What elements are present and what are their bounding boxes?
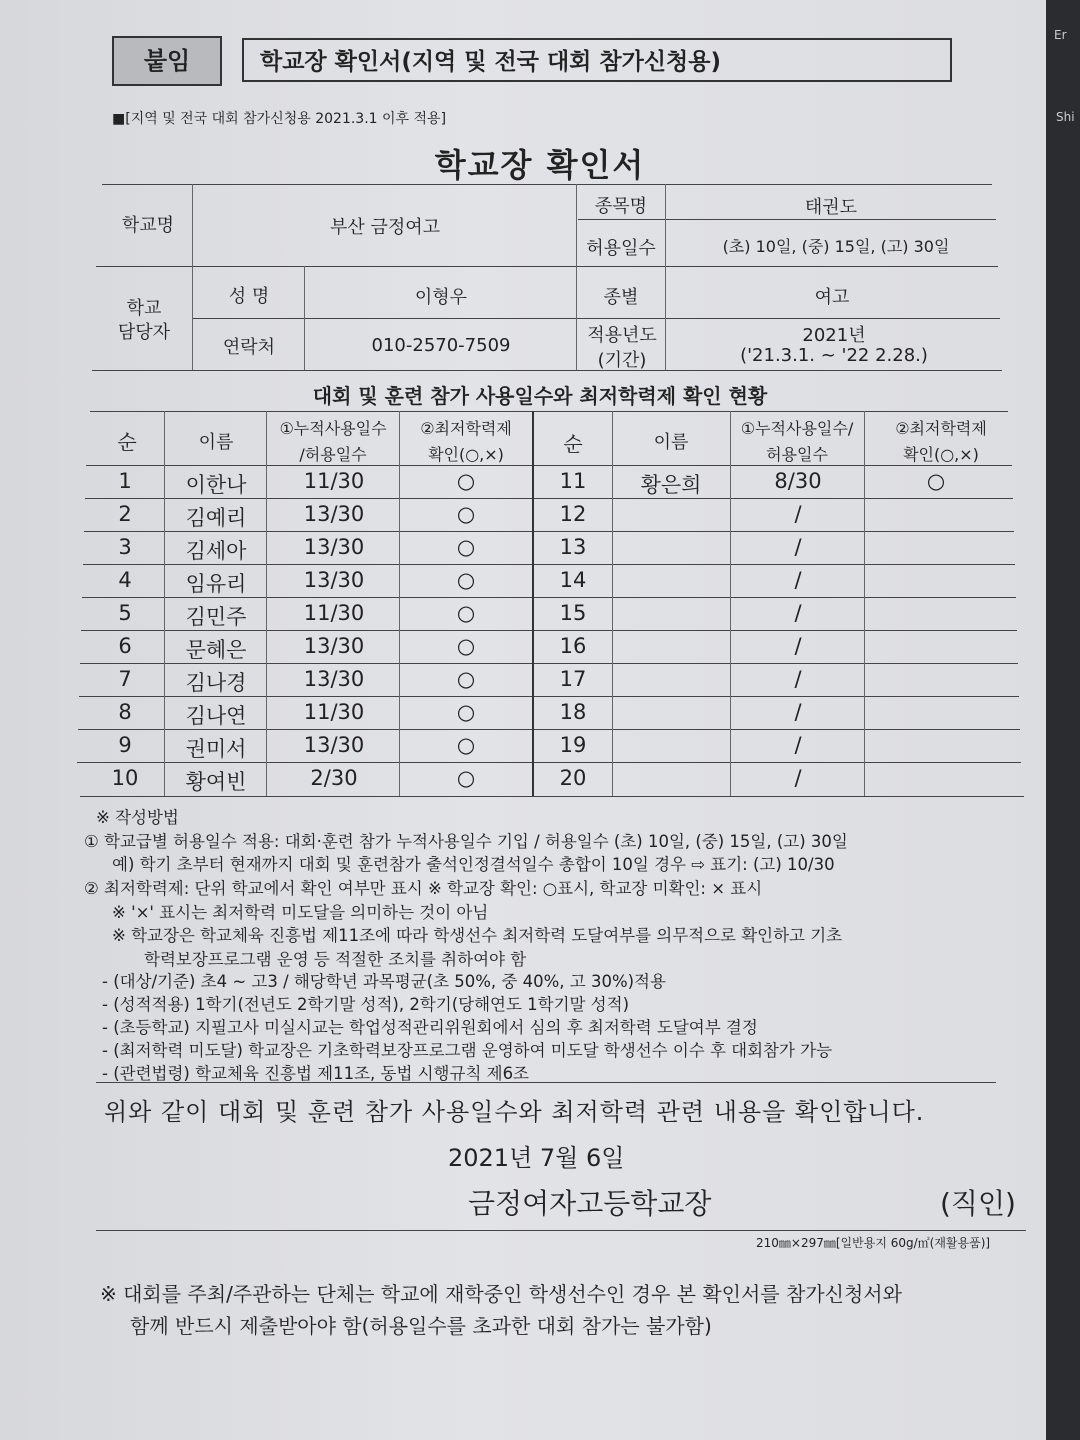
gender-value: 여고: [814, 287, 850, 308]
applicability-note: ■[지역 및 전국 대회 참가신청용 2021.3.1 이후 적용]: [112, 111, 447, 127]
name-value: 이형우: [414, 287, 468, 308]
student-name: 임유리: [185, 572, 247, 596]
days-used: 13/30: [303, 568, 365, 592]
paper-spec: 210㎜×297㎜[일반용지 60g/㎡(재활용품)]: [756, 1236, 991, 1250]
check-mark: ○: [456, 766, 476, 790]
row-number: 11: [559, 469, 587, 493]
table-border: [164, 411, 165, 796]
col-days-header: 허용일수: [766, 445, 828, 464]
instruction-line: - (성적적용) 1학기(전년도 2학기말 성적), 2학기(당해연도 1학기말 성적): [102, 995, 630, 1014]
check-mark: ○: [456, 568, 476, 592]
table-border: [578, 219, 996, 220]
check-mark: ○: [456, 667, 476, 691]
check-mark: ○: [456, 469, 476, 493]
instruction-line: 예) 학기 초부터 현재까지 대회 및 훈련참가 출석인정결석일수 총합이 10일 경우 ⇨ 표기: (고) 10/30: [112, 855, 835, 874]
days-used: 11/30: [303, 601, 365, 625]
school-label: 학교명: [121, 215, 175, 236]
student-name: 김민주: [185, 605, 247, 629]
table-border: [192, 184, 193, 370]
col-check-header: 확인(○,×): [903, 445, 979, 464]
table-border: [86, 465, 1012, 466]
row-number: 2: [118, 502, 132, 526]
table-border: [92, 370, 1002, 371]
row-number: 9: [118, 733, 132, 757]
contact-label: 연락처: [222, 337, 276, 358]
row-number: 1: [118, 469, 132, 493]
year-label: (기간): [597, 350, 647, 371]
row-number: 19: [559, 733, 587, 757]
instruction-line: ※ '×' 표시는 최저학력 미도달을 의미하는 것이 아님: [112, 903, 489, 922]
check-mark: ○: [456, 502, 476, 526]
instructions-heading: ※ 작성방법: [96, 808, 179, 827]
footer-note: 함께 반드시 제출받아야 함(허용일수를 초과한 대회 참가는 불가함): [130, 1314, 712, 1338]
background-keyboard: [1046, 0, 1080, 1440]
col-days-header: /허용일수: [299, 445, 367, 464]
row-number: 20: [559, 766, 587, 790]
col-days-header: ①누적사용일수: [279, 419, 387, 438]
col-name-header: 이름: [653, 432, 689, 453]
student-name: 황여빈: [185, 770, 247, 794]
year-range: ('21.3.1. ~ '22 2.28.): [740, 345, 928, 366]
days-used: 11/30: [303, 469, 365, 493]
table-border: [730, 411, 731, 796]
divider: [96, 1082, 996, 1083]
section-title: 대회 및 훈련 참가 사용일수와 최저학력제 확인 현황: [312, 384, 768, 408]
table-border: [864, 411, 865, 796]
student-name: 황은희: [640, 473, 702, 497]
col-check-header: ②최저학력제: [420, 419, 512, 438]
check-mark: ○: [926, 469, 946, 493]
row-number: 12: [559, 502, 587, 526]
days-used: /: [794, 502, 802, 526]
footer-note: ※ 대회를 주최/주관하는 단체는 학교에 재학중인 학생선수인 경우 본 확인서를 참가신청서와: [100, 1282, 902, 1306]
keyboard-key-label: Shi: [1056, 110, 1075, 124]
table-border: [192, 318, 1000, 319]
gender-label: 종별: [603, 287, 639, 308]
row-number: 13: [559, 535, 587, 559]
row-number: 10: [111, 766, 139, 790]
days-used: 13/30: [303, 634, 365, 658]
keyboard-key-label: Er: [1054, 28, 1067, 42]
student-name: 김나연: [185, 704, 247, 728]
instruction-line: ② 최저학력제: 단위 학교에서 확인 여부만 표시 ※ 학교장 확인: ○표시, 학교장 미확인: × 표시: [84, 879, 763, 898]
days-used: 2/30: [310, 766, 358, 790]
table-border: [80, 796, 1024, 797]
instruction-line: ① 학교급별 허용일수 적용: 대회·훈련 참가 누적사용일수 기입 / 허용일수 (초) 10일, (중) 15일, (고) 30일: [84, 832, 848, 851]
days-used: 11/30: [303, 700, 365, 724]
check-mark: ○: [456, 601, 476, 625]
row-number: 7: [118, 667, 132, 691]
days-used: /: [794, 766, 802, 790]
row-number: 6: [118, 634, 132, 658]
days-used: /: [794, 601, 802, 625]
days-used: /: [794, 700, 802, 724]
col-check-header: 확인(○,×): [428, 445, 504, 464]
days-used: 13/30: [303, 733, 365, 757]
allowed-days-value: (초) 10일, (중) 15일, (고) 30일: [722, 237, 950, 256]
instruction-line: - (초등학교) 지필고사 미실시교는 학업성적관리위원회에서 심의 후 최저학력 도달여부 결정: [102, 1018, 758, 1037]
table-border: [266, 411, 267, 796]
row-number: 8: [118, 700, 132, 724]
student-name: 김세아: [185, 539, 247, 563]
col-no-header: 순: [117, 430, 137, 454]
instruction-line: - (관련법령) 학교체육 진흥법 제11조, 동법 시행규칙 제6조: [102, 1064, 529, 1083]
row-number: 14: [559, 568, 587, 592]
days-used: 13/30: [303, 502, 365, 526]
student-name: 권미서: [185, 737, 247, 761]
check-mark: ○: [456, 535, 476, 559]
issue-date: 2021년 7월 6일: [448, 1144, 625, 1172]
instruction-line: ※ 학교장은 학교체육 진흥법 제11조에 따라 학생선수 최저학력 도달여부를 의무적으로 확인하고 기초: [112, 926, 843, 945]
days-used: /: [794, 568, 802, 592]
row-number: 16: [559, 634, 587, 658]
days-used: 8/30: [774, 469, 822, 493]
student-name: 이한나: [185, 473, 247, 497]
check-mark: ○: [456, 733, 476, 757]
days-used: /: [794, 535, 802, 559]
row-number: 17: [559, 667, 587, 691]
row-number: 5: [118, 601, 132, 625]
instruction-line: 학력보장프로그램 운영 등 적절한 조치를 취하여야 함: [144, 950, 527, 969]
row-number: 15: [559, 601, 587, 625]
instruction-line: - (최저학력 미도달) 학교장은 기초학력보장프로그램 운영하여 미도달 학생선수 이수 후 대회참가 가능: [102, 1041, 833, 1060]
allowed-days-label: 허용일수: [586, 238, 656, 259]
row-number: 18: [559, 700, 587, 724]
confirmation-statement: 위와 같이 대회 및 훈련 참가 사용일수와 최저학력 관련 내용을 확인합니다.: [104, 1098, 925, 1126]
table-border: [576, 184, 577, 370]
principal-title: 금정여자고등학교장: [468, 1187, 712, 1220]
year-label: 적용년도: [587, 325, 657, 346]
student-name: 김예리: [185, 506, 247, 530]
table-border: [102, 184, 992, 185]
row-number: 3: [118, 535, 132, 559]
col-check-header: ②최저학력제: [895, 419, 987, 438]
check-mark: ○: [456, 634, 476, 658]
document-title: 학교장 확인서: [434, 146, 646, 184]
col-no-header: 순: [563, 432, 583, 456]
table-border: [90, 411, 1008, 412]
name-label: 성 명: [228, 286, 270, 307]
divider: [96, 1230, 1026, 1231]
header-title: 학교장 확인서(지역 및 전국 대회 참가신청용): [242, 38, 952, 82]
col-name-header: 이름: [198, 432, 234, 453]
event-label: 종목명: [594, 196, 648, 217]
student-name: 문혜은: [185, 638, 247, 662]
school-value: 부산 금정여고: [329, 217, 441, 238]
days-used: 13/30: [303, 667, 365, 691]
row-number: 4: [118, 568, 132, 592]
manager-label: 학교: [126, 298, 162, 319]
days-used: /: [794, 733, 802, 757]
table-border: [304, 266, 305, 370]
col-days-header: ①누적사용일수/: [740, 419, 854, 438]
attachment-tag: 붙임: [112, 36, 222, 86]
table-border: [96, 266, 998, 267]
days-used: 13/30: [303, 535, 365, 559]
year-value: 2021년: [802, 325, 866, 346]
instruction-line: - (대상/기준) 초4 ~ 고3 / 해당학년 과목평균(초 50%, 중 40%, 고 30%)적용: [102, 972, 666, 991]
official-seal: (직인): [940, 1187, 1016, 1220]
manager-label: 담당자: [117, 322, 171, 343]
days-used: /: [794, 667, 802, 691]
check-mark: ○: [456, 700, 476, 724]
student-name: 김나경: [185, 671, 247, 695]
days-used: /: [794, 634, 802, 658]
contact-value: 010-2570-7509: [371, 335, 511, 356]
event-value: 태권도: [804, 197, 858, 218]
